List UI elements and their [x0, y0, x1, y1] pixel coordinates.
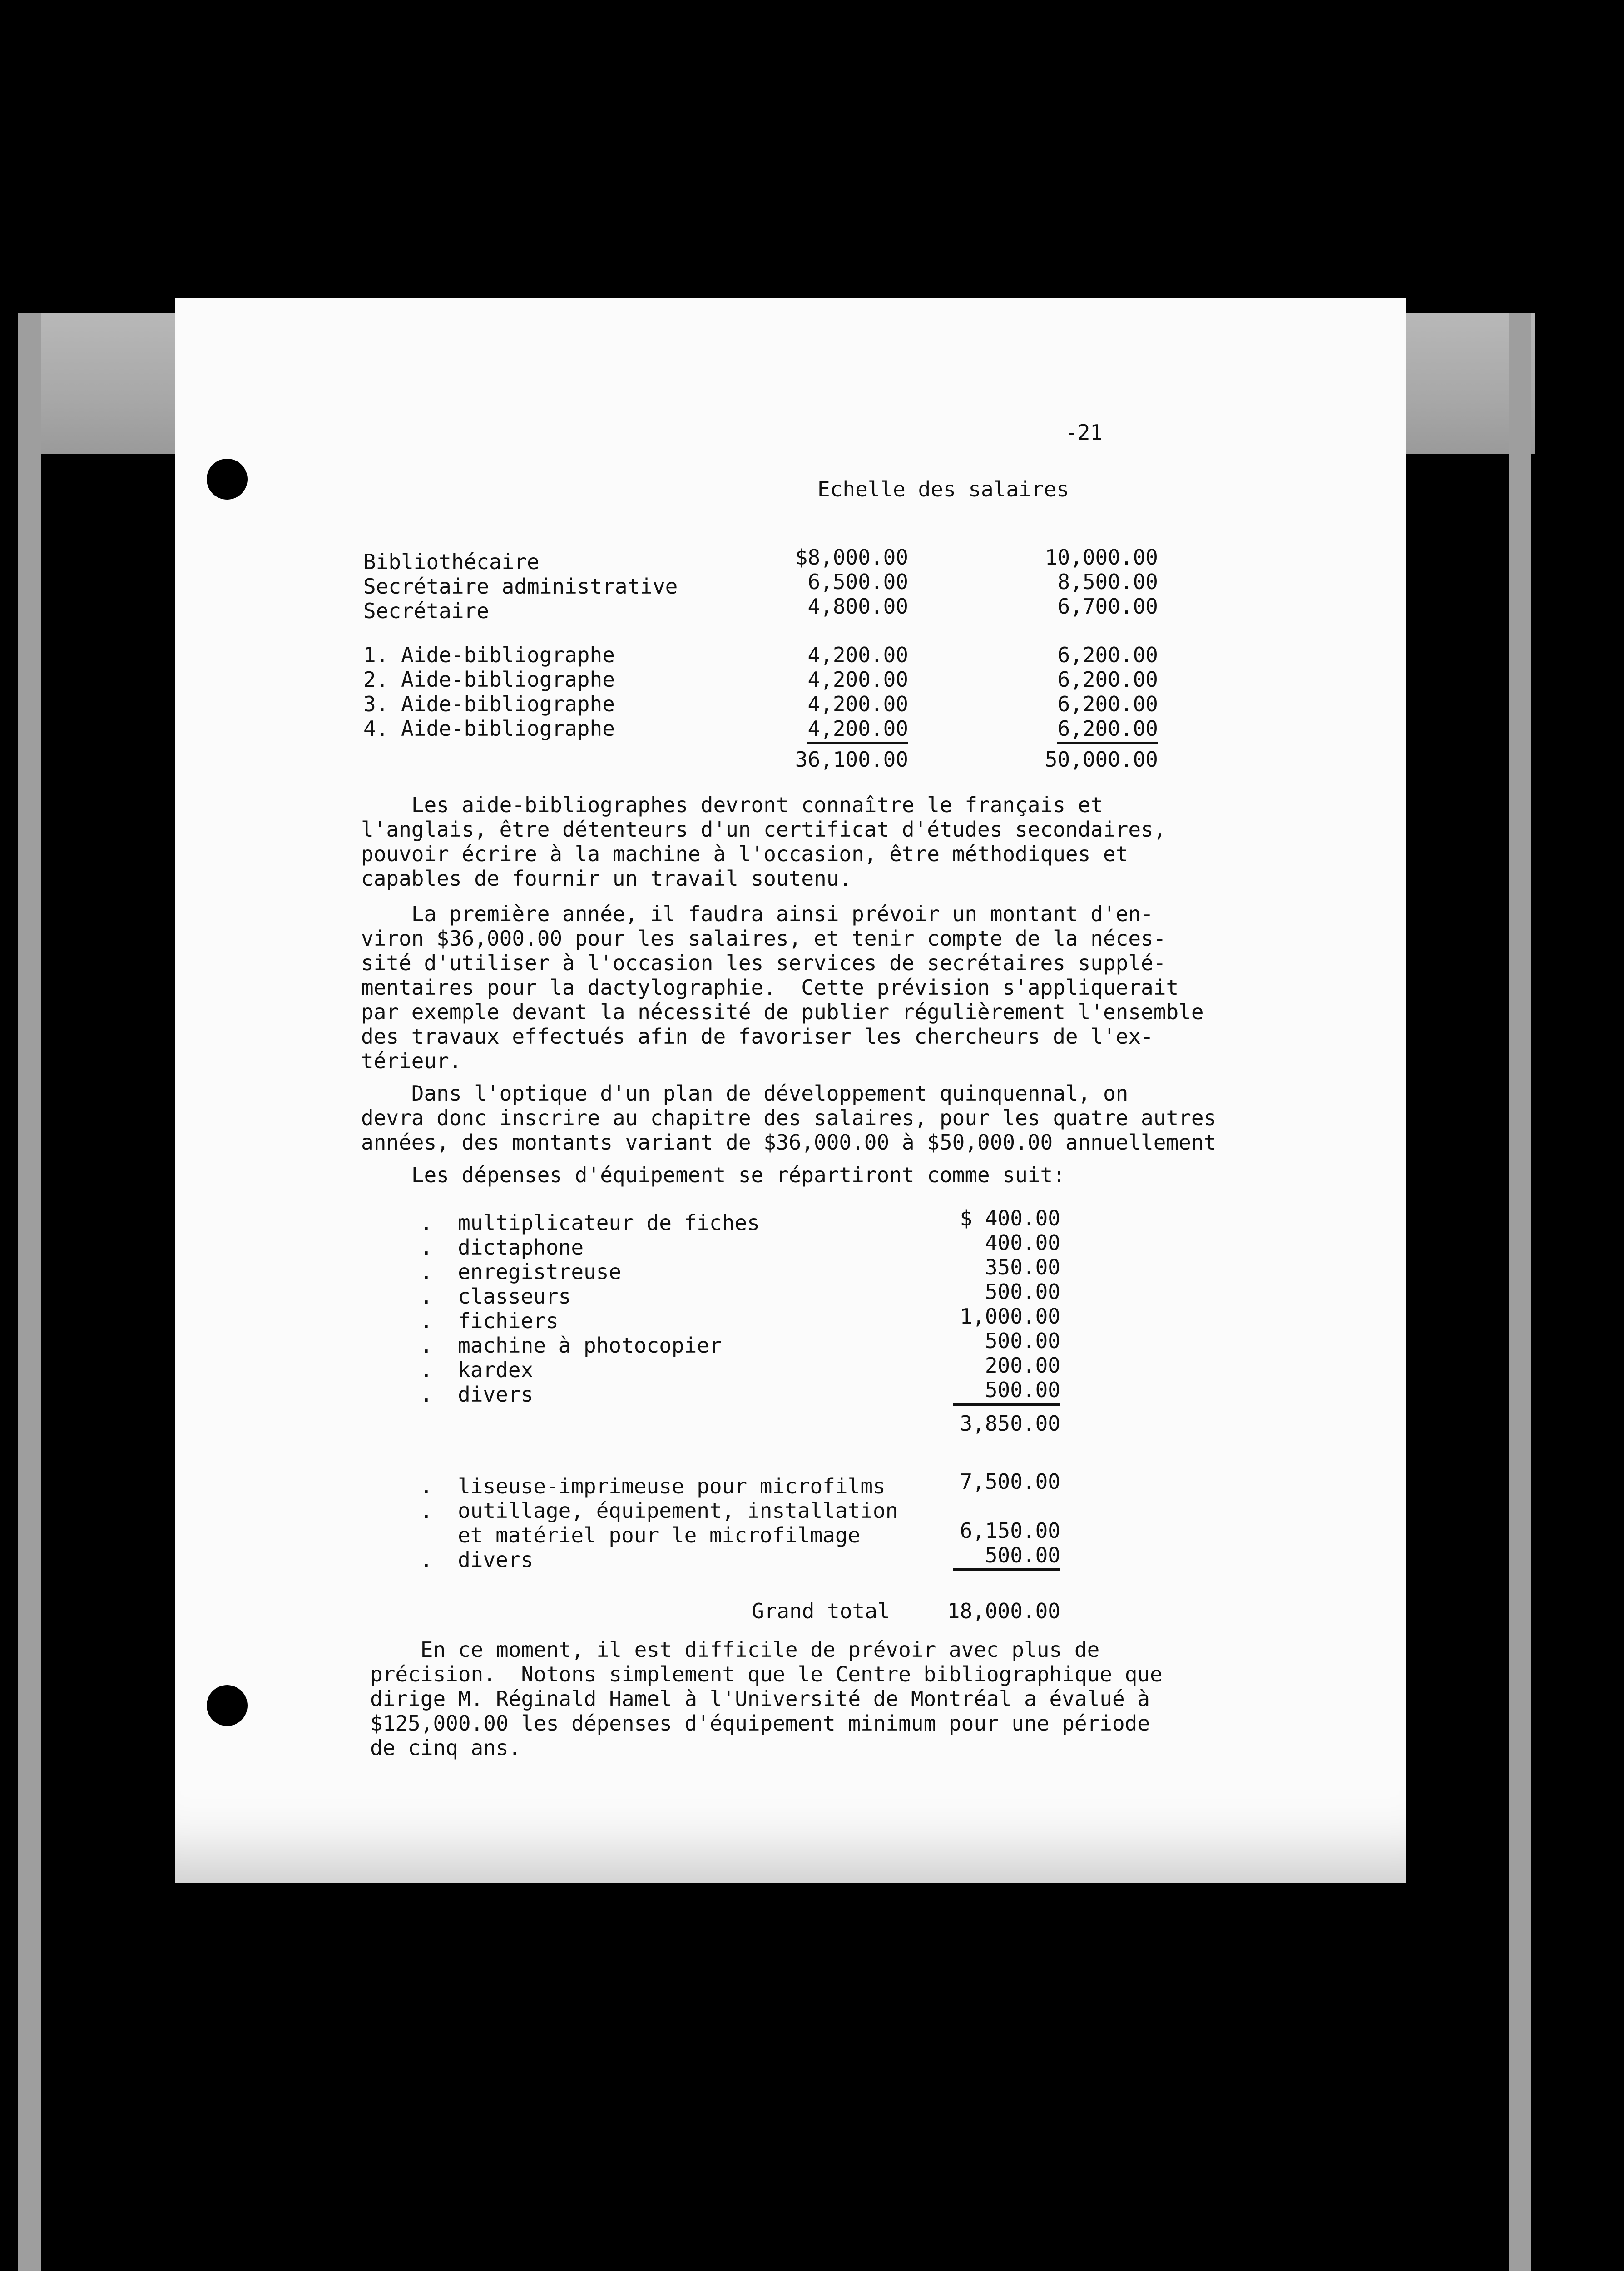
salary-max-underlined: 6,200.00: [1057, 716, 1158, 744]
equipment-item-amount: 400.00: [985, 1230, 1060, 1255]
equipment-item: [420, 1358, 533, 1382]
equipment-item: [420, 1547, 533, 1572]
equipment-item-amount: $ 400.00: [960, 1206, 1060, 1230]
equipment-item-label: dictaphone: [458, 1235, 584, 1259]
equipment-item: [420, 1474, 886, 1498]
equipment-item-amount: 6,150.00: [960, 1518, 1060, 1543]
text-line: de cinq ans.: [370, 1735, 521, 1760]
salary-title: 1. Aide-bibliographe: [363, 643, 615, 667]
equipment-item: [420, 1382, 533, 1407]
bullet: .: [420, 1259, 433, 1284]
film-rail-left: [18, 313, 41, 2271]
equipment-item-amount: 7,500.00: [960, 1469, 1060, 1494]
equipment-item-amount: [901, 1543, 1060, 1567]
salary-max: 6,200.00: [1057, 692, 1158, 716]
equipment-item-amount: 500.00: [985, 1279, 1060, 1304]
salary-max: 8,500.00: [1057, 570, 1158, 594]
grand-total-value: 18,000.00: [947, 1599, 1060, 1623]
equipment-item: [420, 1309, 559, 1333]
text-line: l'anglais, être détenteurs d'un certificat d'études secondaires,: [361, 817, 1166, 842]
salary-max: 10,000.00: [1045, 545, 1158, 570]
text-line: sité d'utiliser à l'occasion les services de secrétaires supplé-: [361, 951, 1166, 975]
equipment-item-label: liseuse-imprimeuse pour microfilms: [458, 1474, 886, 1498]
paragraph-equipment-intro: Les dépenses d'équipement se répartiront comme suit:: [361, 1163, 1065, 1187]
salary-min: $8,000.00: [795, 545, 908, 570]
salary-title: Secrétaire: [363, 599, 489, 623]
equipment-item-amount: 200.00: [985, 1353, 1060, 1378]
text-line: Les aide-bibliographes devront connaître le français et: [361, 793, 1103, 817]
equipment-item-label: classeurs: [458, 1284, 571, 1309]
salary-total-min: 36,100.00: [795, 747, 908, 772]
salary-title: 3. Aide-bibliographe: [363, 692, 615, 716]
equipment-item-amount: 350.00: [985, 1255, 1060, 1279]
equipment-item: [420, 1498, 898, 1523]
salary-min: 4,200.00: [807, 643, 908, 667]
punch-hole-icon: [207, 1685, 248, 1726]
equipment-item-label: kardex: [458, 1358, 534, 1382]
equipment-item-amount: 1,000.00: [960, 1304, 1060, 1329]
text-line: devra donc inscrire au chapitre des salaires, pour les quatre autres: [361, 1106, 1217, 1130]
salary-title: 4. Aide-bibliographe: [363, 716, 615, 741]
salary-min: [727, 716, 908, 741]
equipment-subtotal: 3,850.00: [960, 1411, 1060, 1436]
equipment-item-label: machine à photocopier: [458, 1333, 722, 1358]
equipment-item-label: divers: [458, 1382, 534, 1407]
punch-hole-icon: [207, 459, 248, 500]
equipment-item-amount: [901, 1378, 1060, 1402]
text-line: térieur.: [361, 1049, 462, 1073]
text-line: pouvoir écrire à la machine à l'occasion, être méthodiques et: [361, 842, 1129, 866]
salary-total-max: 50,000.00: [1045, 747, 1158, 772]
text-line: dirige M. Réginald Hamel à l'Université de Montréal a évalué à: [370, 1686, 1150, 1711]
salary-title: 2. Aide-bibliographe: [363, 667, 615, 692]
bullet: .: [420, 1333, 433, 1358]
text-line: En ce moment, il est difficile de prévoir avec plus de: [370, 1637, 1100, 1662]
equipment-item-amount: 500.00: [985, 1329, 1060, 1353]
equipment-item: [420, 1210, 760, 1235]
salary-max: 6,200.00: [1057, 667, 1158, 692]
text-line: précision. Notons simplement que le Centre bibliographique que: [370, 1662, 1163, 1686]
bullet: .: [420, 1284, 433, 1309]
text-line: La première année, il faudra ainsi prévoir un montant d'en-: [361, 902, 1154, 926]
salary-max: 6,700.00: [1057, 594, 1158, 619]
salary-title: Bibliothécaire: [363, 550, 540, 574]
text-line: années, des montants variant de $36,000.00 à $50,000.00 annuellement: [361, 1130, 1217, 1155]
bullet: .: [420, 1235, 433, 1259]
equipment-item-label: fichiers: [458, 1309, 559, 1333]
page-number: -21: [1065, 420, 1103, 445]
equipment-item-amount-underlined: 500.00: [953, 1378, 1060, 1406]
equipment-item-continuation: [420, 1523, 860, 1547]
salary-min: 4,200.00: [807, 692, 908, 716]
equipment-item-label: outillage, équipement, installation: [458, 1498, 898, 1523]
text-line: $125,000.00 les dépenses d'équipement minimum pour une période: [370, 1711, 1150, 1735]
document-page: [175, 298, 1406, 1883]
text-line: viron $36,000.00 pour les salaires, et tenir compte de la néces-: [361, 926, 1166, 951]
equipment-item-label: et matériel pour le microfilmage: [458, 1523, 861, 1547]
equipment-item-label: enregistreuse: [458, 1259, 622, 1284]
bullet: .: [420, 1358, 433, 1382]
equipment-item: [420, 1333, 722, 1358]
salary-title: Secrétaire administrative: [363, 574, 678, 599]
salary-min: 4,200.00: [807, 667, 908, 692]
salary-min-underlined: 4,200.00: [807, 716, 908, 744]
salary-max: 6,200.00: [1057, 643, 1158, 667]
salary-max: [976, 716, 1158, 741]
salary-min: 4,800.00: [807, 594, 908, 619]
text-line: capables de fournir un travail soutenu.: [361, 866, 852, 891]
grand-total-label: Grand total: [752, 1599, 890, 1623]
film-rail-right: [1509, 313, 1531, 2271]
bullet: .: [420, 1474, 433, 1498]
equipment-item: [420, 1284, 571, 1309]
text-line: des travaux effectués afin de favoriser les chercheurs de l'ex-: [361, 1024, 1154, 1049]
equipment-item: [420, 1235, 584, 1259]
bullet: .: [420, 1210, 433, 1235]
equipment-item-amount-underlined: 500.00: [953, 1543, 1060, 1571]
salary-heading: Echelle des salaires: [817, 477, 1069, 501]
salary-min: 6,500.00: [807, 570, 908, 594]
bullet: .: [420, 1498, 433, 1523]
equipment-item-label: multiplicateur de fiches: [458, 1210, 760, 1235]
bullet: .: [420, 1382, 433, 1407]
text-line: mentaires pour la dactylographie. Cette prévision s'appliquerait: [361, 975, 1179, 1000]
text-line: par exemple devant la nécessité de publier régulièrement l'ensemble: [361, 1000, 1204, 1024]
bullet: .: [420, 1547, 433, 1572]
equipment-item: [420, 1259, 621, 1284]
equipment-item-label: divers: [458, 1547, 534, 1572]
text-line: Dans l'optique d'un plan de développement quinquennal, on: [361, 1081, 1129, 1106]
bullet: .: [420, 1309, 433, 1333]
